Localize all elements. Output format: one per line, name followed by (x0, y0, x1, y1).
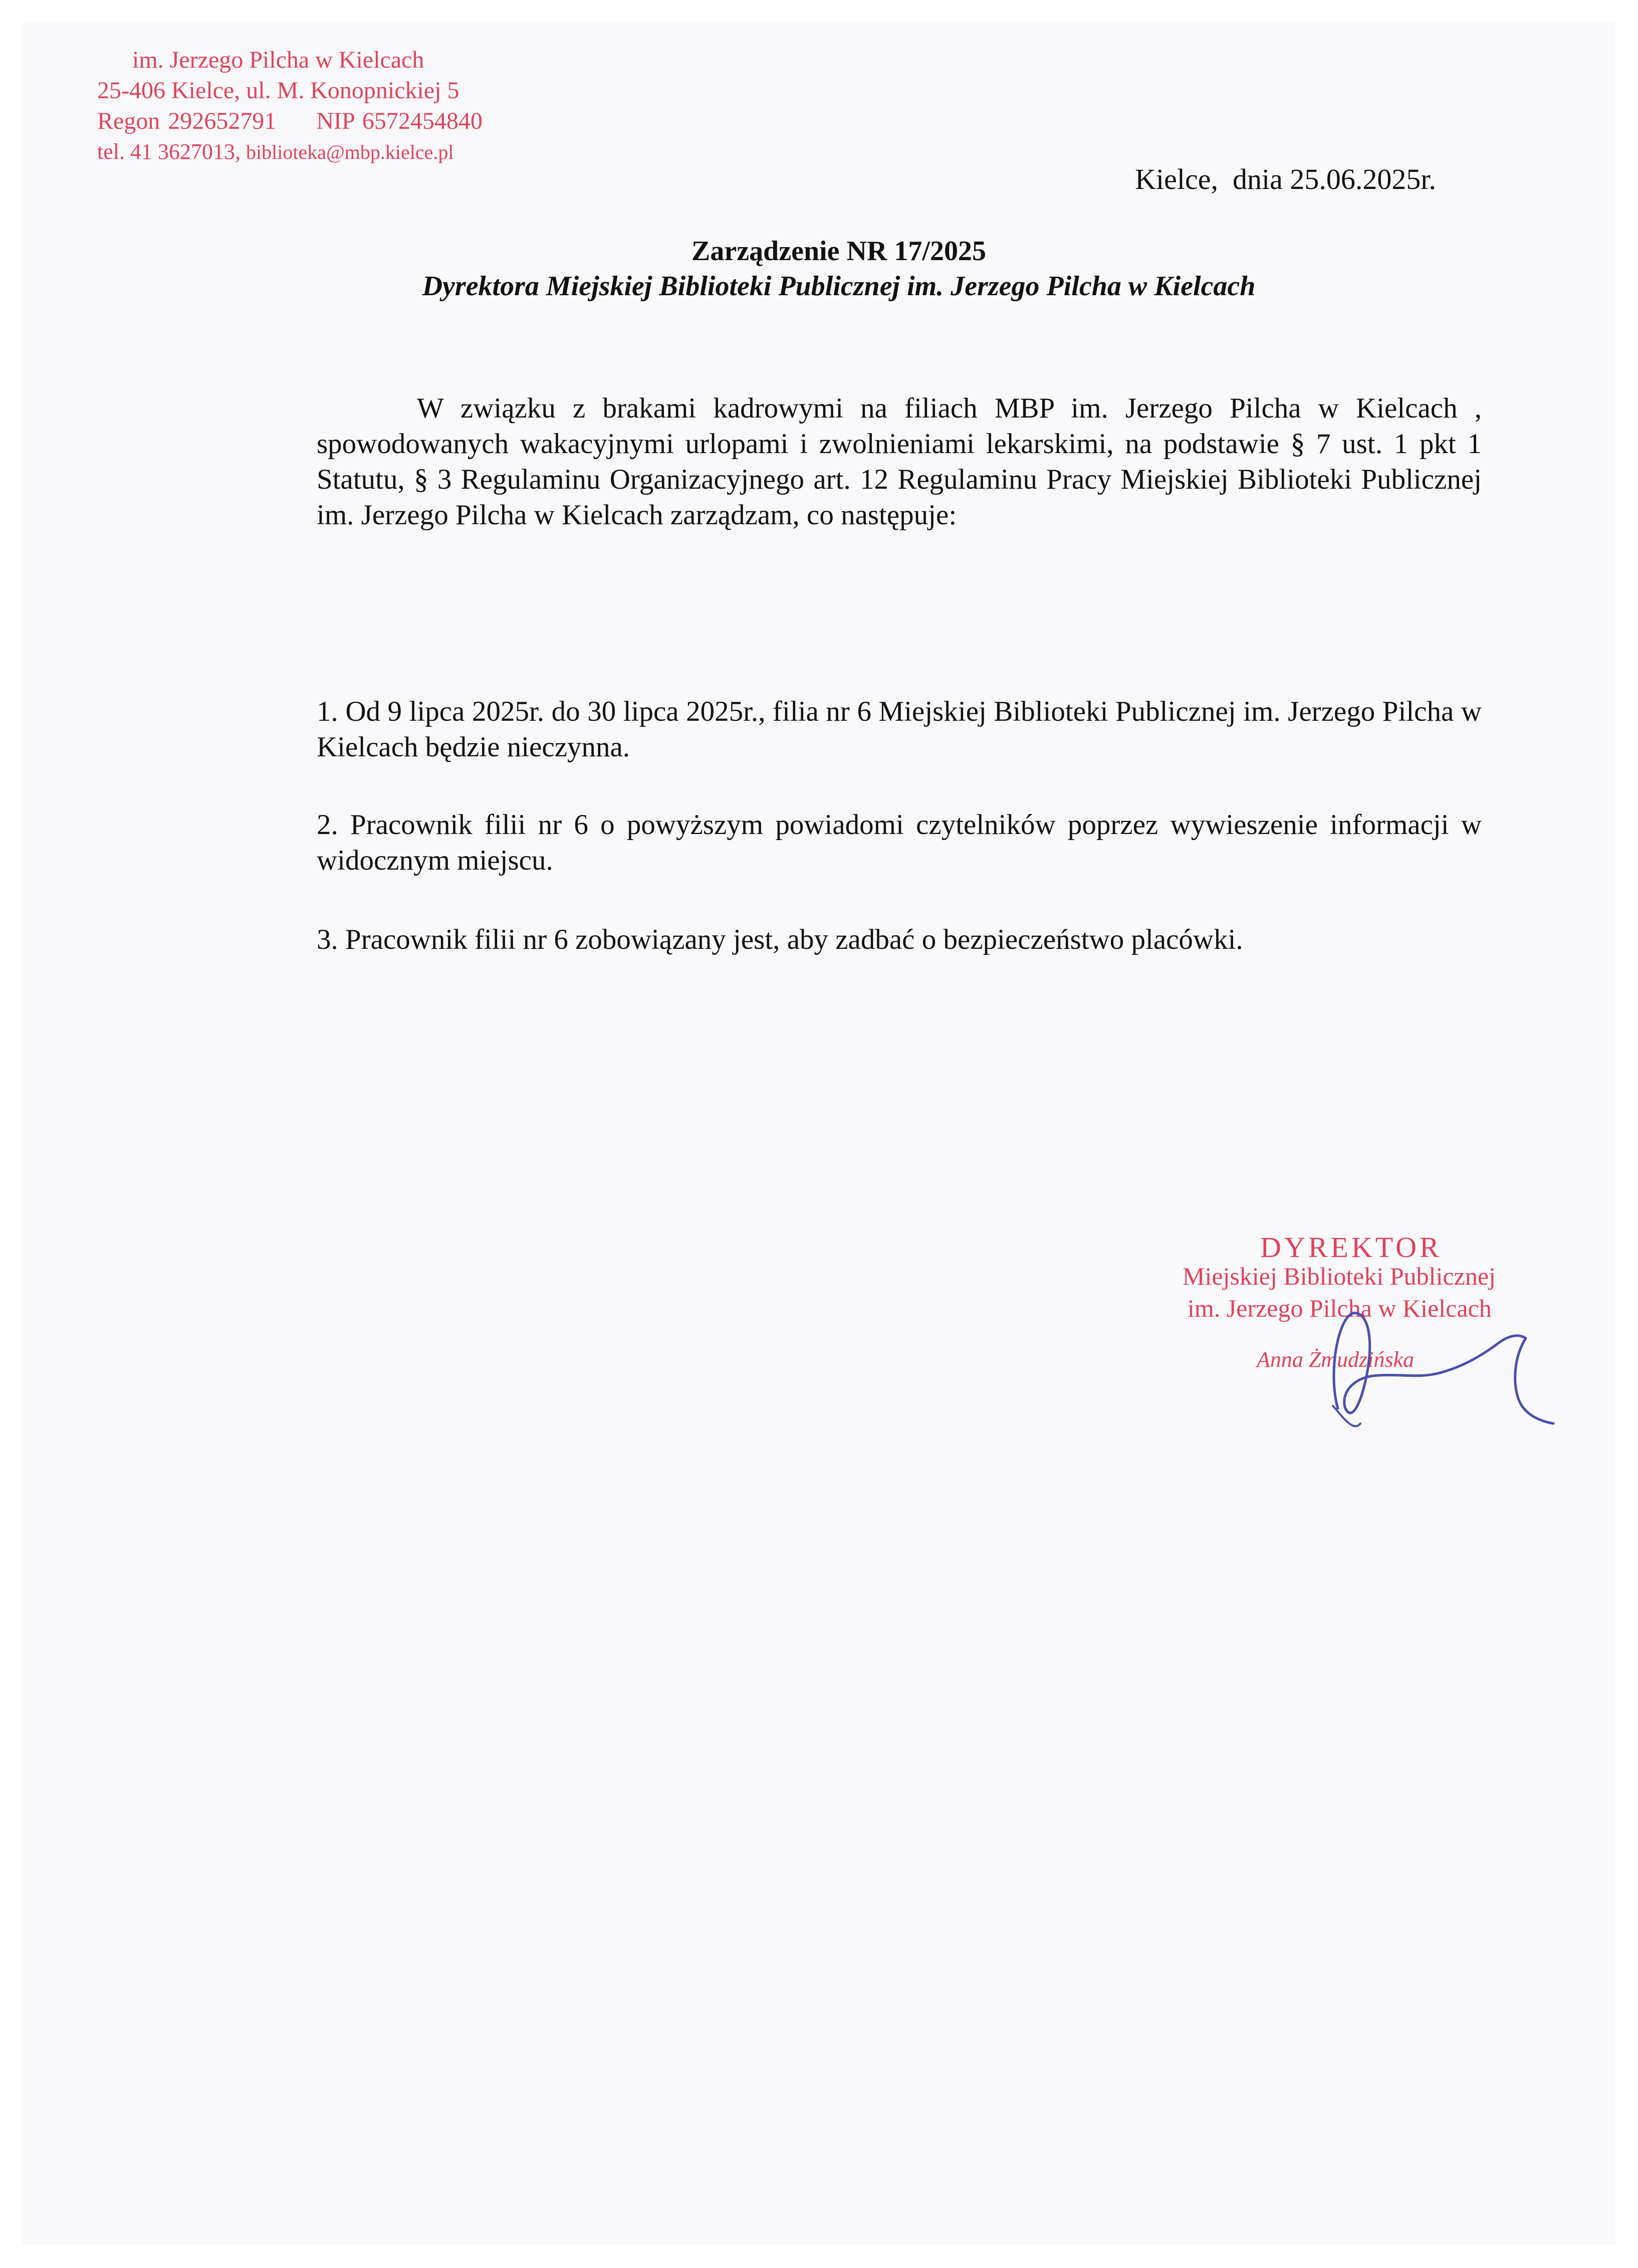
stamp-line-regon-nip: Regon 292652791 NIP 6572454840 (97, 108, 483, 134)
order-item-3: 3. Pracownik filii nr 6 zobowiązany jest, aby zadbać o bezpieczeństwo placówki. (317, 924, 1243, 955)
stamp-phone: tel. 41 3627013, (97, 139, 246, 164)
document-date: Kielce, dnia 25.06.2025r. (1135, 163, 1436, 195)
handwritten-signature (1117, 1283, 1568, 1444)
order-item-1: 1. Od 9 lipca 2025r. do 30 lipca 2025r., filia nr 6 Miejskiej Biblioteki Publicznej im. Jerzego Pilcha w Kielcach będzie nieczynna. (317, 696, 1482, 763)
stamp-patron-line: im. Jerzego Pilcha w Kielcach (1188, 1294, 1492, 1322)
stamp-director-title: DYREKTOR (1260, 1231, 1442, 1264)
document-page (22, 22, 1615, 2245)
intro-paragraph (317, 390, 1482, 533)
stamp-director-name: Anna Żmudzińska (1257, 1347, 1415, 1372)
title-block (303, 234, 1375, 304)
header-stamp (97, 45, 548, 167)
document-subtitle: Dyrektora Miejskiej Biblioteki Publicznej im. Jerzego Pilcha w Kielcach (422, 271, 1256, 302)
intro-text: W związku z brakami kadrowymi na filiach MBP im. Jerzego Pilcha w Kielcach , spowodowanych wakacyjnymi urlopami i zwolnieniami lekarskimi, na podstawie § 7 ust. 1 pkt 1 Statutu, § 3 Regulaminu Organizacyjnego art. 12 Regulaminu Pracy Miejskiej Biblioteki Publicznej im. Jerzego Pilcha w Kielcach zarządzam, co następuje: (317, 392, 1482, 531)
stamp-email: biblioteka@mbp.kielce.pl (246, 141, 454, 163)
stamp-line-address: 25-406 Kielce, ul. M. Konopnickiej 5 (97, 77, 459, 104)
stamp-institution-line: Miejskiej Biblioteki Publicznej (1183, 1262, 1496, 1290)
stamp-line-contact (97, 136, 548, 167)
order-item-2: 2. Pracownik filii nr 6 o powyższym powiadomi czytelników poprzez wywieszenie informacji w widocznym miejscu. (317, 809, 1482, 876)
stamp-line-patron: im. Jerzego Pilcha w Kielcach (132, 47, 424, 73)
document-title: Zarządzenie NR 17/2025 (691, 236, 986, 267)
